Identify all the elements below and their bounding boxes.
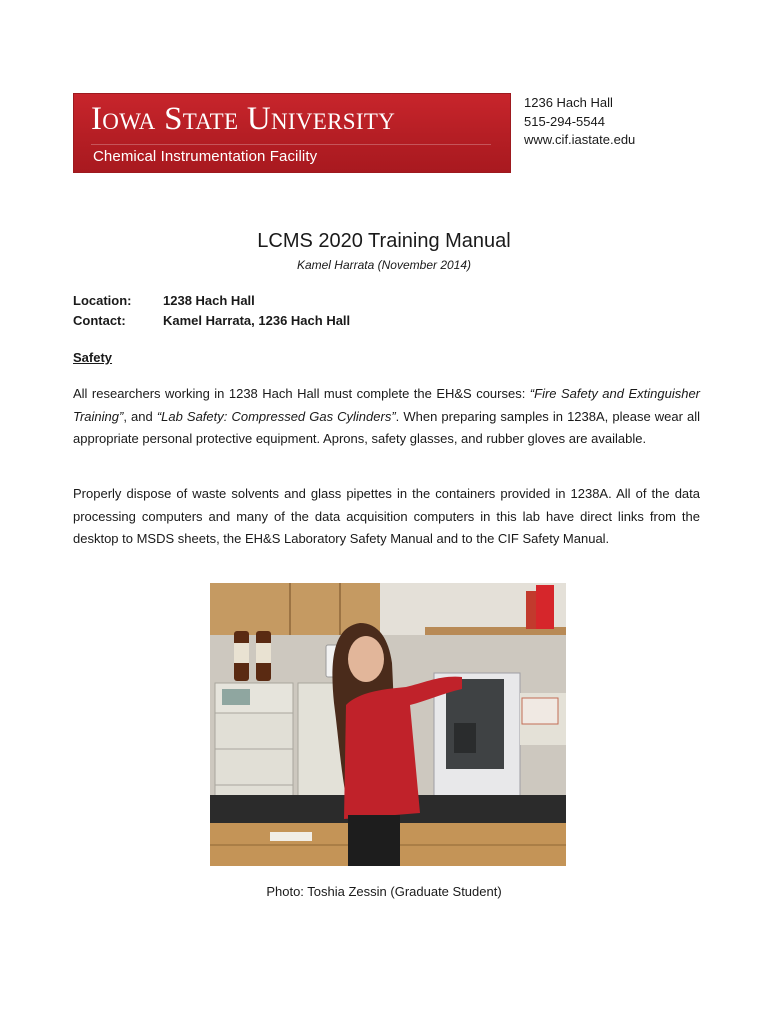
document-author-line: Kamel Harrata (November 2014) [296, 258, 472, 272]
p1-course-lab-safety: “Lab Safety: Compressed Gas Cylinders” [156, 408, 396, 424]
location-label: Location: [73, 293, 132, 308]
banner-divider [91, 144, 491, 145]
p1-course-fire-safety: “Fire Safety and Extinguisher Training” [73, 386, 700, 424]
facility-name: Chemical Instrumentation Facility [93, 148, 318, 165]
safety-paragraph-1 [73, 383, 700, 451]
document-title: LCMS 2020 Training Manual [257, 230, 511, 252]
p1-part-e: . When preparing samples in 1238A, please wear all appropriate personal protective equipment. Aprons, safety glasses, and rubber gloves are available. [73, 408, 701, 446]
university-name: Iowa State University [91, 101, 396, 137]
contact-value: Kamel Harrata, 1236 Hach Hall [163, 313, 351, 328]
university-logo-banner [73, 93, 511, 173]
contact-label: Contact: [73, 313, 126, 328]
photo-caption: Photo: Toshia Zessin (Graduate Student) [266, 884, 502, 899]
header-phone: 515-294-5544 [524, 113, 605, 129]
lab-photo [210, 583, 566, 866]
header-address: 1236 Hach Hall [524, 95, 613, 110]
header-contact-block [524, 94, 635, 150]
safety-heading: Safety [73, 350, 113, 365]
location-value: 1238 Hach Hall [163, 293, 255, 308]
safety-paragraph-2: Properly dispose of waste solvents and glass pipettes in the containers provided in 1238A. All of the data processing computers and many of the data acquisition computers in this lab have direct links from the desktop to MSDS sheets, the EH&S Laboratory Safety Manual and to the CIF Safety Manual. [73, 486, 700, 546]
p1-part-a: All researchers working in 1238 Hach Hall must complete the EH&S courses: [73, 386, 530, 401]
header-website: www.cif.iastate.edu [524, 132, 636, 147]
p1-part-c: , and [123, 408, 157, 424]
